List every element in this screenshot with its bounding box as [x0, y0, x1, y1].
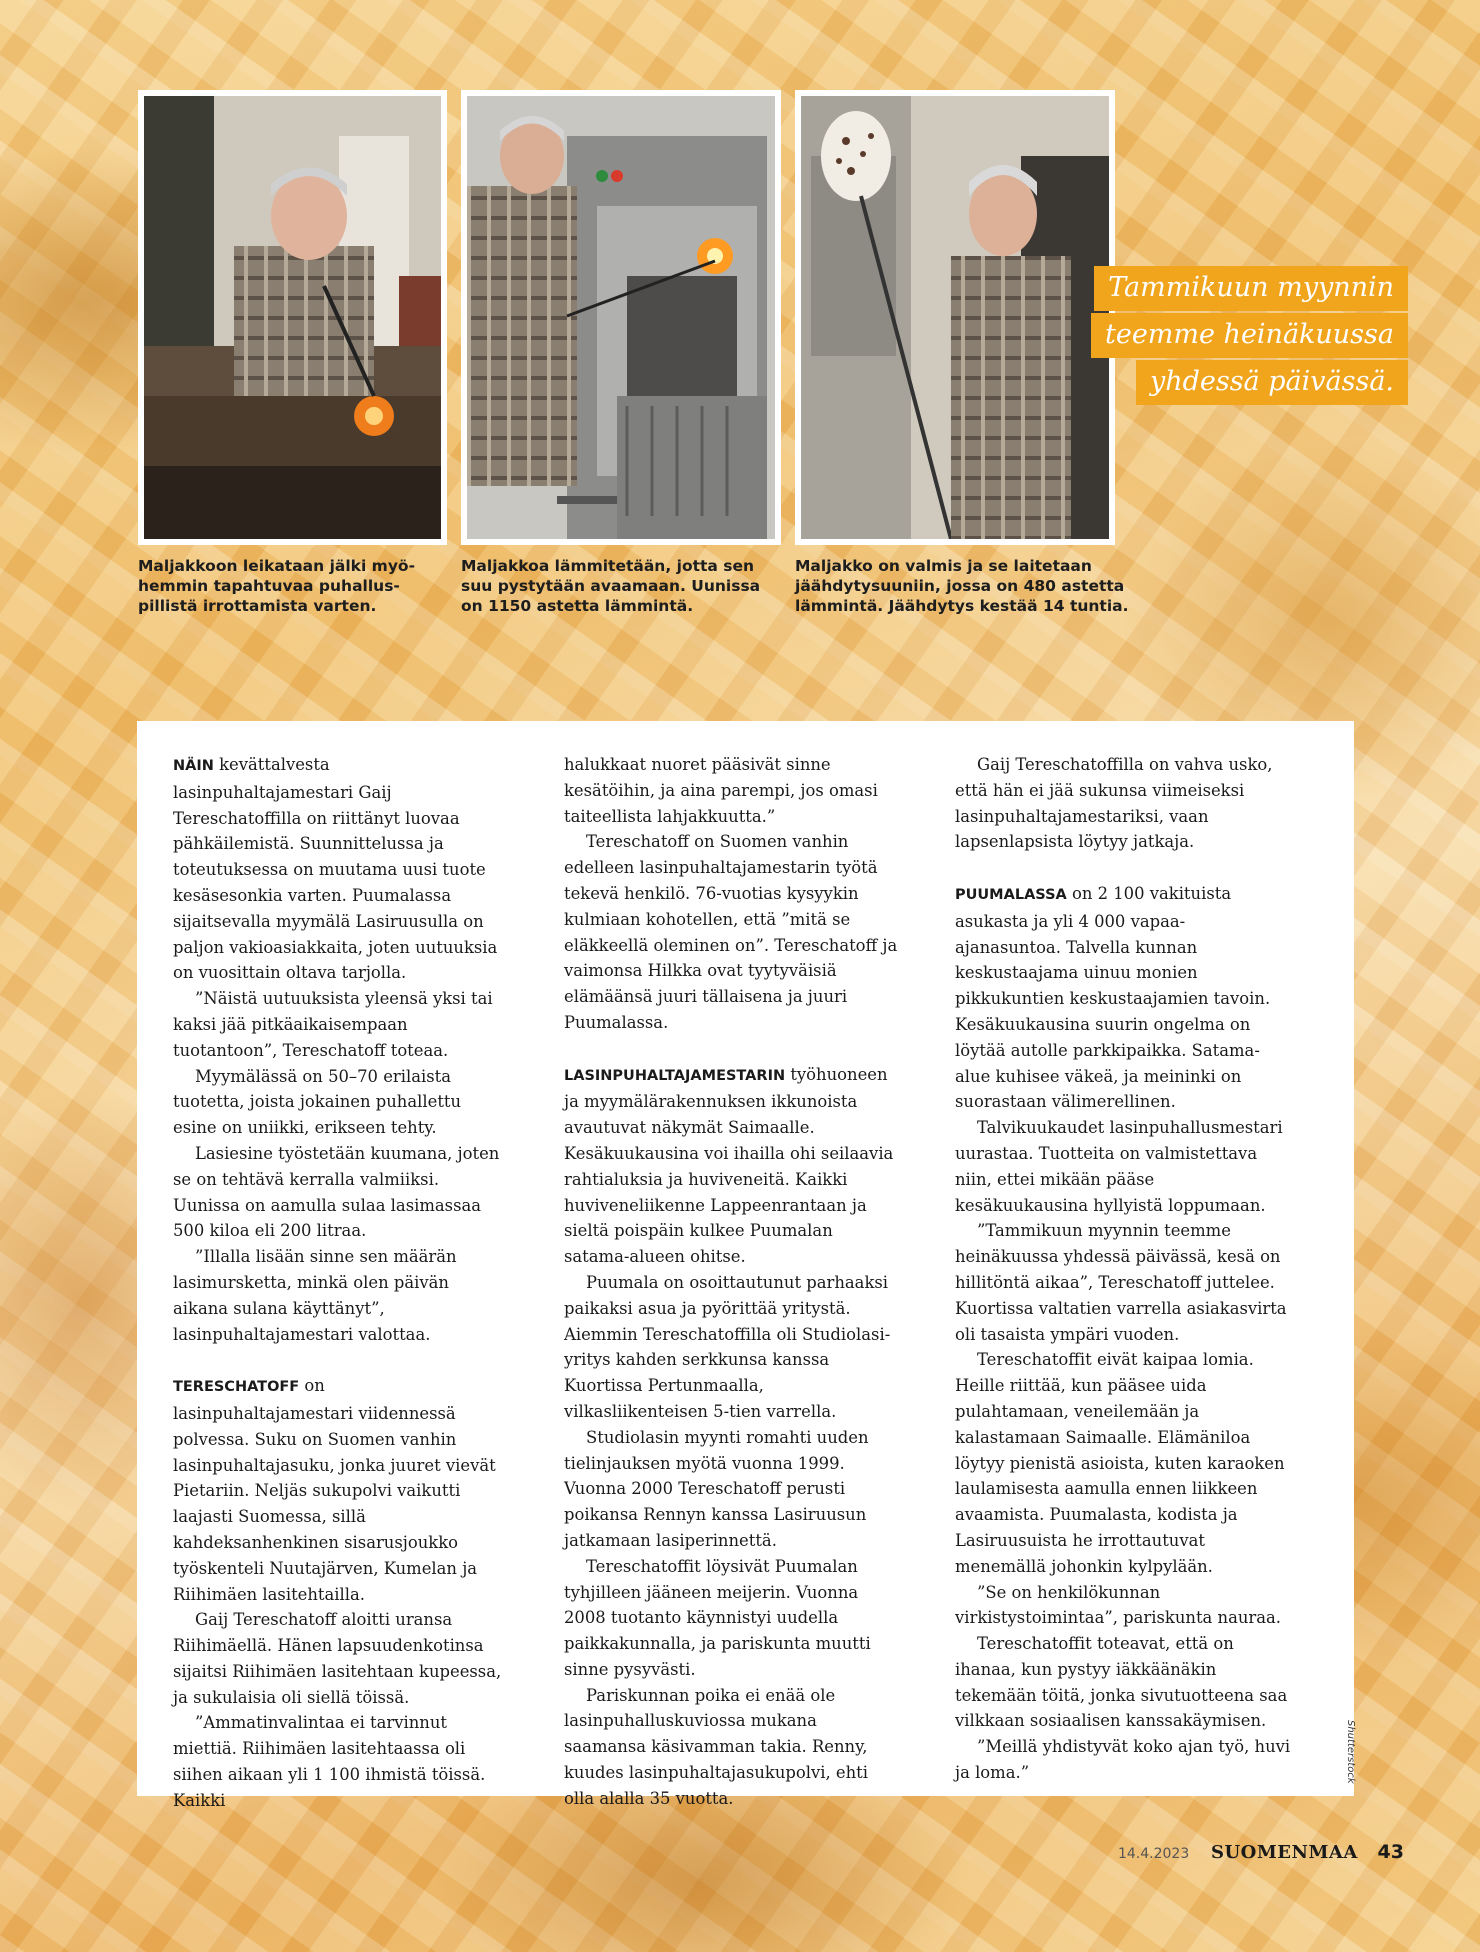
- paragraph: ”Näistä uutuuksista yleensä yksi tai kaksi jää pitkäaikaisempaan tuotantoon”, Tereschatoff toteaa.: [173, 989, 493, 1060]
- page-footer: [1118, 1841, 1404, 1863]
- paragraph: Tereschatoffit toteavat, että on ihanaa, kun pystyy iäkkäänäkin tekemään töitä, jonka sivutuotteena saa vilkkaan sosiaalisen kanssakäymisen.: [955, 1634, 1288, 1731]
- photo-3: [795, 90, 1115, 545]
- page-number: 43: [1377, 1841, 1404, 1863]
- paragraph: ”Tammikuun myynnin teemme heinäkuussa yhdessä päivässä, kesä on hillitöntä aikaa”, Tereschatoff juttelee. Kuortissa valtatien varrella asiakasvirta oli tasaista ympäri vuoden.: [955, 1221, 1287, 1344]
- pull-quote: [1091, 266, 1408, 407]
- finished-vase-photo: [801, 96, 1109, 539]
- pull-quote-line: Tammikuun myynnin: [1094, 266, 1408, 311]
- issue-date: 14.4.2023: [1117, 1846, 1190, 1862]
- paragraph: ”Ammatinvalintaa ei tarvinnut miettiä. Riihimäen lasitehtaassa oli siihen aikaan yli 1 100 ihmistä töissä. Kaikki: [173, 1713, 486, 1810]
- paragraph: ”Meillä yhdistyvät koko ajan työ, huvi ja loma.”: [955, 1737, 1291, 1783]
- paragraph: LASINPUHALTAJAMESTARIN työhuoneen ja myymälärakennuksen ikkunoista avautuvat näkymät Saimaalle. Kesäkuukausina voi ihailla ohi seilaavia rahtialuksia ja huviveneitä. Kaikki huviveneliikenne Lappeenrantaan ja sieltä poispäin kulkee Puumalan satama-alueen ohitse.: [564, 1064, 894, 1267]
- glassblower-cutting-photo: [144, 96, 441, 539]
- paragraph: Tereschatoffit eivät kaipaa lomia. Heille riittää, kun pääsee uida pulahtamaan, veneilemään ja kalastamaan Saimaalle. Elämäniloa löytyy pienistä asioista, kuten karaoken laulamisesta aamulla ennen liikkeen avaamista. Puumalasta, kodista ja Lasiruusuista he irrottautuvat menemällä johonkin kylpylään.: [955, 1350, 1285, 1576]
- paragraph: NÄIN kevättalvesta lasinpuhaltajamestari Gaij Tereschatoffilla on riittänyt luovaa pähkäilemistä. Suunnittelussa ja toteutuksessa on muutama uusi tuote kesäsesonkia varten. Puumalassa sijaitsevalla myymälä Lasiruusulla on paljon vakioasiakkaita, joten uutuuksia on vuosittain oltava tarjolla.: [173, 755, 498, 983]
- paragraph: Puumala on osoittautunut parhaaksi paikaksi asua ja pyörittää yritystä. Aiemmin Tereschatoffilla oli Studiolasi-yritys kahden serkkunsa kanssa Kuortissa Pertunmaalla, vilkasliikenteisen 5-tien varrella.: [564, 1272, 891, 1421]
- paragraph: ”Illalla lisään sinne sen määrän lasimursketta, minkä olen päivän aikana sulana käyttänyt”, lasinpuhaltajamestari valottaa.: [173, 1247, 457, 1344]
- photo-credit: Shutterstock: [1345, 1720, 1356, 1784]
- photo-1: [138, 90, 447, 545]
- magazine-name: SUOMENMAA: [1210, 1842, 1358, 1863]
- photo-1-caption: Maljakkoon leikataan jälki myö- hemmin tapahtuvaa puhallus- pillistä irrottamista varten.: [138, 557, 416, 615]
- paragraph: Gaij Tereschatoff aloitti uransa Riihimäellä. Hänen lapsuudenkotinsa sijaitsi Riihimäen lasitehtaan kupeessa, ja sukulaisia oli siellä töissä.: [173, 1610, 502, 1707]
- paragraph: Talvikuukaudet lasinpuhallusmestari uurastaa. Tuotteita on valmistettava niin, ettei mikään pääse kesäkuukausina hyllyistä loppumaan.: [955, 1118, 1283, 1215]
- pull-quote-line: yhdessä päivässä.: [1136, 360, 1408, 405]
- paragraph: PUUMALASSA on 2 100 vakituista asukasta ja yli 4 000 vapaa-ajanasuntoa. Talvella kunnan keskustaajama uinuu monien pikkukuntien keskustaajamien tavoin. Kesäkuukausina suurin ongelma on löytää autolle parkkipaikka. Satama-alue kuhisee väkeä, ja meininki on suorastaan välimerellinen.: [955, 883, 1271, 1112]
- article-body: [137, 721, 1354, 1810]
- article-column-1: [173, 752, 509, 1814]
- photo-3-caption: Maljakko on valmis ja se laitetaan jäähdytysuuniin, jossa on 480 astetta lämmintä. Jäähdytys kestää 14 tuntia.: [795, 557, 1129, 615]
- photo-2-caption: Maljakkoa lämmitetään, jotta sen suu pystytään avaamaan. Uunissa on 1150 astetta lämmintä.: [461, 557, 761, 615]
- paragraph: Gaij Tereschatoffilla on vahva usko, että hän ei jää sukunsa viimeiseksi lasinpuhaltajamestariksi, vaan lapsenlapsista löytyy jatkaja.: [955, 755, 1273, 852]
- photo-2-image: [467, 96, 775, 539]
- article-column-2: [564, 752, 900, 1812]
- pull-quote-line: teemme heinäkuussa: [1091, 313, 1408, 358]
- photo-2: [461, 90, 781, 545]
- paragraph: TERESCHATOFF on lasinpuhaltajamestari viidennessä polvessa. Suku on Suomen vanhin lasinpuhaltajasuku, jonka juuret vievät Pietariin. Neljäs sukupolvi vaikutti laajasti Suomessa, sillä kahdeksanhenkinen sisarusjoukko työskenteli Nuutajärven, Kumelan ja Riihimäen lasitehtailla.: [173, 1376, 496, 1604]
- paragraph: halukkaat nuoret pääsivät sinne kesätöihin, ja aina parempi, jos omasi taiteellista lahjakkuutta.”: [564, 755, 878, 826]
- paragraph: ”Se on henkilökunnan virkistystoimintaa”, pariskunta nauraa.: [955, 1582, 1281, 1628]
- paragraph: Pariskunnan poika ei enää ole lasinpuhalluskuviossa mukana saamansa käsivamman takia. Renny, kuudes lasinpuhaltajasukupolvi, ehti olla alalla 35 vuotta.: [564, 1685, 868, 1808]
- paragraph: Tereschatoff on Suomen vanhin edelleen lasinpuhaltajamestarin työtä tekevä henkilö. 76-vuotias kysyykin kulmiaan kohotellen, että ”mitä se eläkkeellä oleminen on”. Tereschatoff ja vaimonsa Hilkka ovat tyytyväisiä elämäänsä juuri tällaisena ja juuri Puumalassa.: [564, 832, 898, 1032]
- paragraph: Lasiesine työstetään kuumana, joten se on tehtävä kerralla valmiiksi. Uunissa on aamulla sulaa lasimassaa 500 kiloa eli 200 litraa.: [173, 1143, 500, 1241]
- paragraph: Tereschatoffit löysivät Puumalan tyhjilleen jääneen meijerin. Vuonna 2008 tuotanto käynnistyi uudella paikkakunnalla, ja pariskunta muutti sinne pysyvästi.: [564, 1556, 871, 1679]
- paragraph: Studiolasin myynti romahti uuden tielinjauksen myötä vuonna 1999. Vuonna 2000 Tereschatoff perusti poikansa Rennyn kanssa Lasiruusun jatkamaan lasiperinnettä.: [564, 1427, 869, 1550]
- photo-3-image: [801, 96, 1109, 539]
- paragraph: Myymälässä on 50–70 erilaista tuotetta, joista jokainen puhallettu esine on uniikki, erikseen tehty.: [173, 1066, 462, 1138]
- furnace-heating-photo: [467, 96, 775, 539]
- article-column-3: [955, 752, 1291, 1786]
- photo-1-image: [144, 96, 441, 539]
